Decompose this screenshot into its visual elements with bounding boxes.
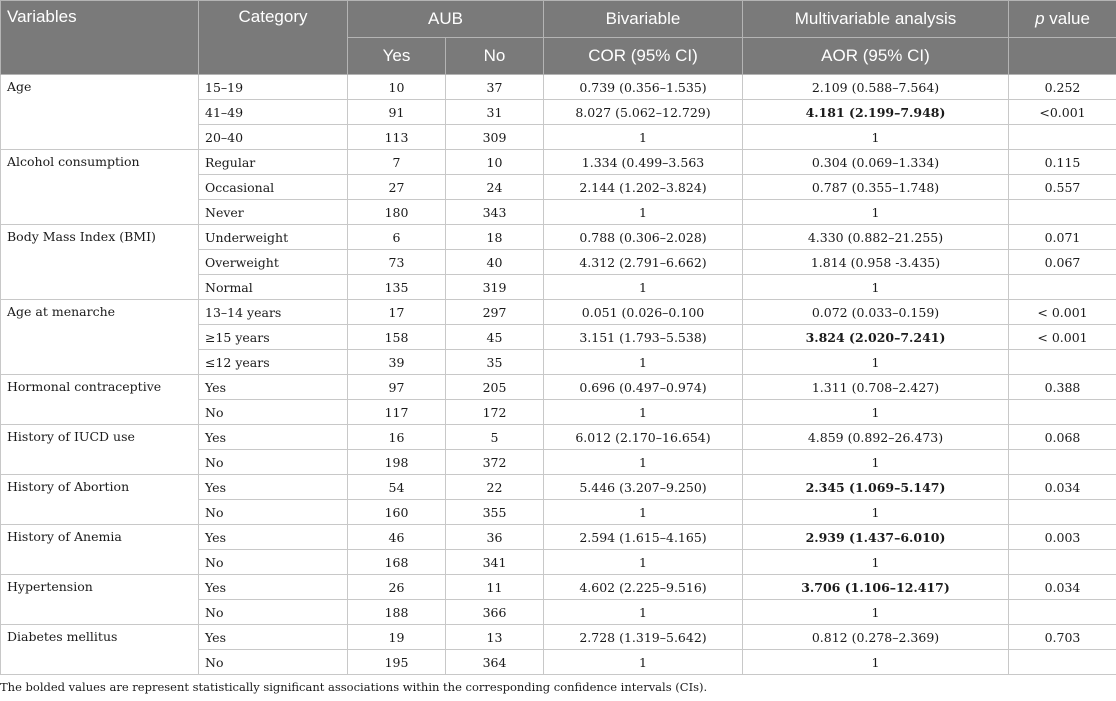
header-aub: AUB [348,1,544,38]
aub-no-cell: 10 [446,150,544,175]
cor-cell: 1 [544,550,743,575]
cor-cell: 8.027 (5.062–12.729) [544,100,743,125]
table-row [1,525,1116,550]
category-cell: 13–14 years [199,300,348,325]
aub-yes-cell: 113 [348,125,446,150]
aub-no-cell: 355 [446,500,544,525]
aub-no-cell: 22 [446,475,544,500]
table-row [1,375,1116,400]
cor-cell: 1.334 (0.499–3.563 [544,150,743,175]
cor-cell: 0.739 (0.356–1.535) [544,75,743,100]
aub-yes-cell: 97 [348,375,446,400]
header-aub-yes: Yes [348,38,446,75]
cor-cell: 1 [544,125,743,150]
aub-no-cell: 319 [446,275,544,300]
aor-cell: 1 [743,125,1009,150]
aor-cell: 1 [743,450,1009,475]
aub-yes-cell: 195 [348,650,446,675]
category-cell: 15–19 [199,75,348,100]
aor-cell: 1 [743,500,1009,525]
p-value-cell [1009,275,1116,300]
p-value-cell: < 0.001 [1009,325,1116,350]
category-cell: 20–40 [199,125,348,150]
p-value-cell [1009,500,1116,525]
p-value-cell [1009,400,1116,425]
cor-cell: 4.312 (2.791–6.662) [544,250,743,275]
p-value-cell [1009,350,1116,375]
p-value-cell [1009,600,1116,625]
table-row [1,150,1116,175]
cor-cell: 1 [544,275,743,300]
category-cell: Yes [199,625,348,650]
p-value-cell: 0.034 [1009,475,1116,500]
category-cell: ≤12 years [199,350,348,375]
cor-cell: 1 [544,500,743,525]
p-value-cell: <0.001 [1009,100,1116,125]
category-cell: No [199,500,348,525]
variable-name: History of Abortion [1,475,199,525]
cor-cell: 0.696 (0.497–0.974) [544,375,743,400]
header-p-rest: value [1044,9,1090,28]
aub-no-cell: 24 [446,175,544,200]
p-value-cell: 0.557 [1009,175,1116,200]
category-cell: No [199,650,348,675]
cor-cell: 4.602 (2.225–9.516) [544,575,743,600]
aub-yes-cell: 10 [348,75,446,100]
aub-no-cell: 341 [446,550,544,575]
aub-yes-cell: 160 [348,500,446,525]
category-cell: Overweight [199,250,348,275]
aub-no-cell: 372 [446,450,544,475]
aub-yes-cell: 26 [348,575,446,600]
aub-yes-cell: 16 [348,425,446,450]
aor-cell: 1 [743,650,1009,675]
aub-no-cell: 297 [446,300,544,325]
aub-yes-cell: 188 [348,600,446,625]
aor-cell: 1.814 (0.958 -3.435) [743,250,1009,275]
aor-cell: 4.859 (0.892–26.473) [743,425,1009,450]
variable-name: Alcohol consumption [1,150,199,225]
category-cell: Yes [199,475,348,500]
aub-no-cell: 37 [446,75,544,100]
cor-cell: 0.051 (0.026–0.100 [544,300,743,325]
category-cell: Normal [199,275,348,300]
cor-cell: 0.788 (0.306–2.028) [544,225,743,250]
aub-no-cell: 13 [446,625,544,650]
category-cell: Yes [199,425,348,450]
aor-cell: 1 [743,600,1009,625]
p-value-cell [1009,650,1116,675]
category-cell: Occasional [199,175,348,200]
p-value-cell [1009,550,1116,575]
cor-cell: 1 [544,450,743,475]
aor-cell: 1.311 (0.708–2.427) [743,375,1009,400]
p-value-cell [1009,200,1116,225]
aor-cell: 0.787 (0.355–1.748) [743,175,1009,200]
p-value-cell [1009,450,1116,475]
aor-cell: 0.072 (0.033–0.159) [743,300,1009,325]
aub-yes-cell: 180 [348,200,446,225]
header-bivariable: Bivariable [544,1,743,38]
table-row [1,225,1116,250]
aub-no-cell: 40 [446,250,544,275]
header-aor: AOR (95% CI) [743,38,1009,75]
p-value-cell: 0.388 [1009,375,1116,400]
variable-name: Body Mass Index (BMI) [1,225,199,300]
aub-no-cell: 36 [446,525,544,550]
variable-name: History of IUCD use [1,425,199,475]
variable-name: History of Anemia [1,525,199,575]
aor-cell: 4.330 (0.882–21.255) [743,225,1009,250]
aor-cell: 4.181 (2.199–7.948) [743,100,1009,125]
aub-yes-cell: 54 [348,475,446,500]
header-p-italic: p [1035,9,1045,28]
variable-name: Hormonal contraceptive [1,375,199,425]
table-row [1,75,1116,100]
p-value-cell: 0.071 [1009,225,1116,250]
aor-cell: 1 [743,350,1009,375]
aub-yes-cell: 135 [348,275,446,300]
aub-yes-cell: 6 [348,225,446,250]
table-row [1,625,1116,650]
header-category: Category [199,1,348,75]
aub-yes-cell: 17 [348,300,446,325]
aor-cell: 2.109 (0.588–7.564) [743,75,1009,100]
aub-no-cell: 35 [446,350,544,375]
aub-yes-cell: 39 [348,350,446,375]
aub-no-cell: 5 [446,425,544,450]
cor-cell: 6.012 (2.170–16.654) [544,425,743,450]
p-value-cell: 0.252 [1009,75,1116,100]
aub-yes-cell: 117 [348,400,446,425]
header-cor: COR (95% CI) [544,38,743,75]
table-header [1,1,1116,75]
category-cell: Yes [199,525,348,550]
p-value-cell: 0.034 [1009,575,1116,600]
p-value-cell: 0.003 [1009,525,1116,550]
p-value-cell: 0.703 [1009,625,1116,650]
aub-no-cell: 45 [446,325,544,350]
aub-no-cell: 11 [446,575,544,600]
aor-cell: 3.706 (1.106–12.417) [743,575,1009,600]
cor-cell: 2.594 (1.615–4.165) [544,525,743,550]
cor-cell: 1 [544,650,743,675]
aor-cell: 1 [743,275,1009,300]
category-cell: Never [199,200,348,225]
table-row [1,425,1116,450]
aub-yes-cell: 168 [348,550,446,575]
p-value-cell: < 0.001 [1009,300,1116,325]
p-value-cell: 0.115 [1009,150,1116,175]
aor-cell: 1 [743,550,1009,575]
aub-yes-cell: 158 [348,325,446,350]
aub-no-cell: 366 [446,600,544,625]
aor-cell: 2.345 (1.069–5.147) [743,475,1009,500]
aor-cell: 1 [743,200,1009,225]
table-row [1,575,1116,600]
category-cell: No [199,450,348,475]
header-aub-no: No [446,38,544,75]
cor-cell: 1 [544,200,743,225]
p-value-cell: 0.068 [1009,425,1116,450]
cor-cell: 1 [544,600,743,625]
p-value-cell [1009,125,1116,150]
aub-no-cell: 31 [446,100,544,125]
category-cell: ≥15 years [199,325,348,350]
header-p-blank [1009,38,1116,75]
aub-no-cell: 309 [446,125,544,150]
table-row [1,475,1116,500]
header-variables: Variables [1,1,199,75]
table-row [1,300,1116,325]
category-cell: Yes [199,575,348,600]
cor-cell: 3.151 (1.793–5.538) [544,325,743,350]
cor-cell: 1 [544,350,743,375]
category-cell: 41–49 [199,100,348,125]
aub-no-cell: 364 [446,650,544,675]
aub-yes-cell: 91 [348,100,446,125]
aor-cell: 1 [743,400,1009,425]
aub-no-cell: 343 [446,200,544,225]
table-body [1,75,1116,675]
category-cell: No [199,550,348,575]
aub-no-cell: 205 [446,375,544,400]
category-cell: Underweight [199,225,348,250]
aor-cell: 3.824 (2.020–7.241) [743,325,1009,350]
aub-yes-cell: 46 [348,525,446,550]
cor-cell: 1 [544,400,743,425]
header-multivariable: Multivariable analysis [743,1,1009,38]
category-cell: No [199,400,348,425]
category-cell: Yes [199,375,348,400]
cor-cell: 2.728 (1.319–5.642) [544,625,743,650]
variable-name: Age [1,75,199,150]
aub-yes-cell: 19 [348,625,446,650]
aor-cell: 2.939 (1.437–6.010) [743,525,1009,550]
cor-cell: 2.144 (1.202–3.824) [544,175,743,200]
p-value-cell: 0.067 [1009,250,1116,275]
aor-cell: 0.812 (0.278–2.369) [743,625,1009,650]
aub-yes-cell: 73 [348,250,446,275]
aub-no-cell: 172 [446,400,544,425]
aub-yes-cell: 7 [348,150,446,175]
aub-no-cell: 18 [446,225,544,250]
aor-cell: 0.304 (0.069–1.334) [743,150,1009,175]
category-cell: Regular [199,150,348,175]
header-p-value [1009,1,1116,38]
category-cell: No [199,600,348,625]
table-footnote: The bolded values are represent statistically significant associations within the corresponding confidence intervals (CIs). [0,680,708,694]
cor-cell: 5.446 (3.207–9.250) [544,475,743,500]
aub-yes-cell: 198 [348,450,446,475]
variable-name: Diabetes mellitus [1,625,199,675]
variable-name: Hypertension [1,575,199,625]
variable-name: Age at menarche [1,300,199,375]
aub-yes-cell: 27 [348,175,446,200]
